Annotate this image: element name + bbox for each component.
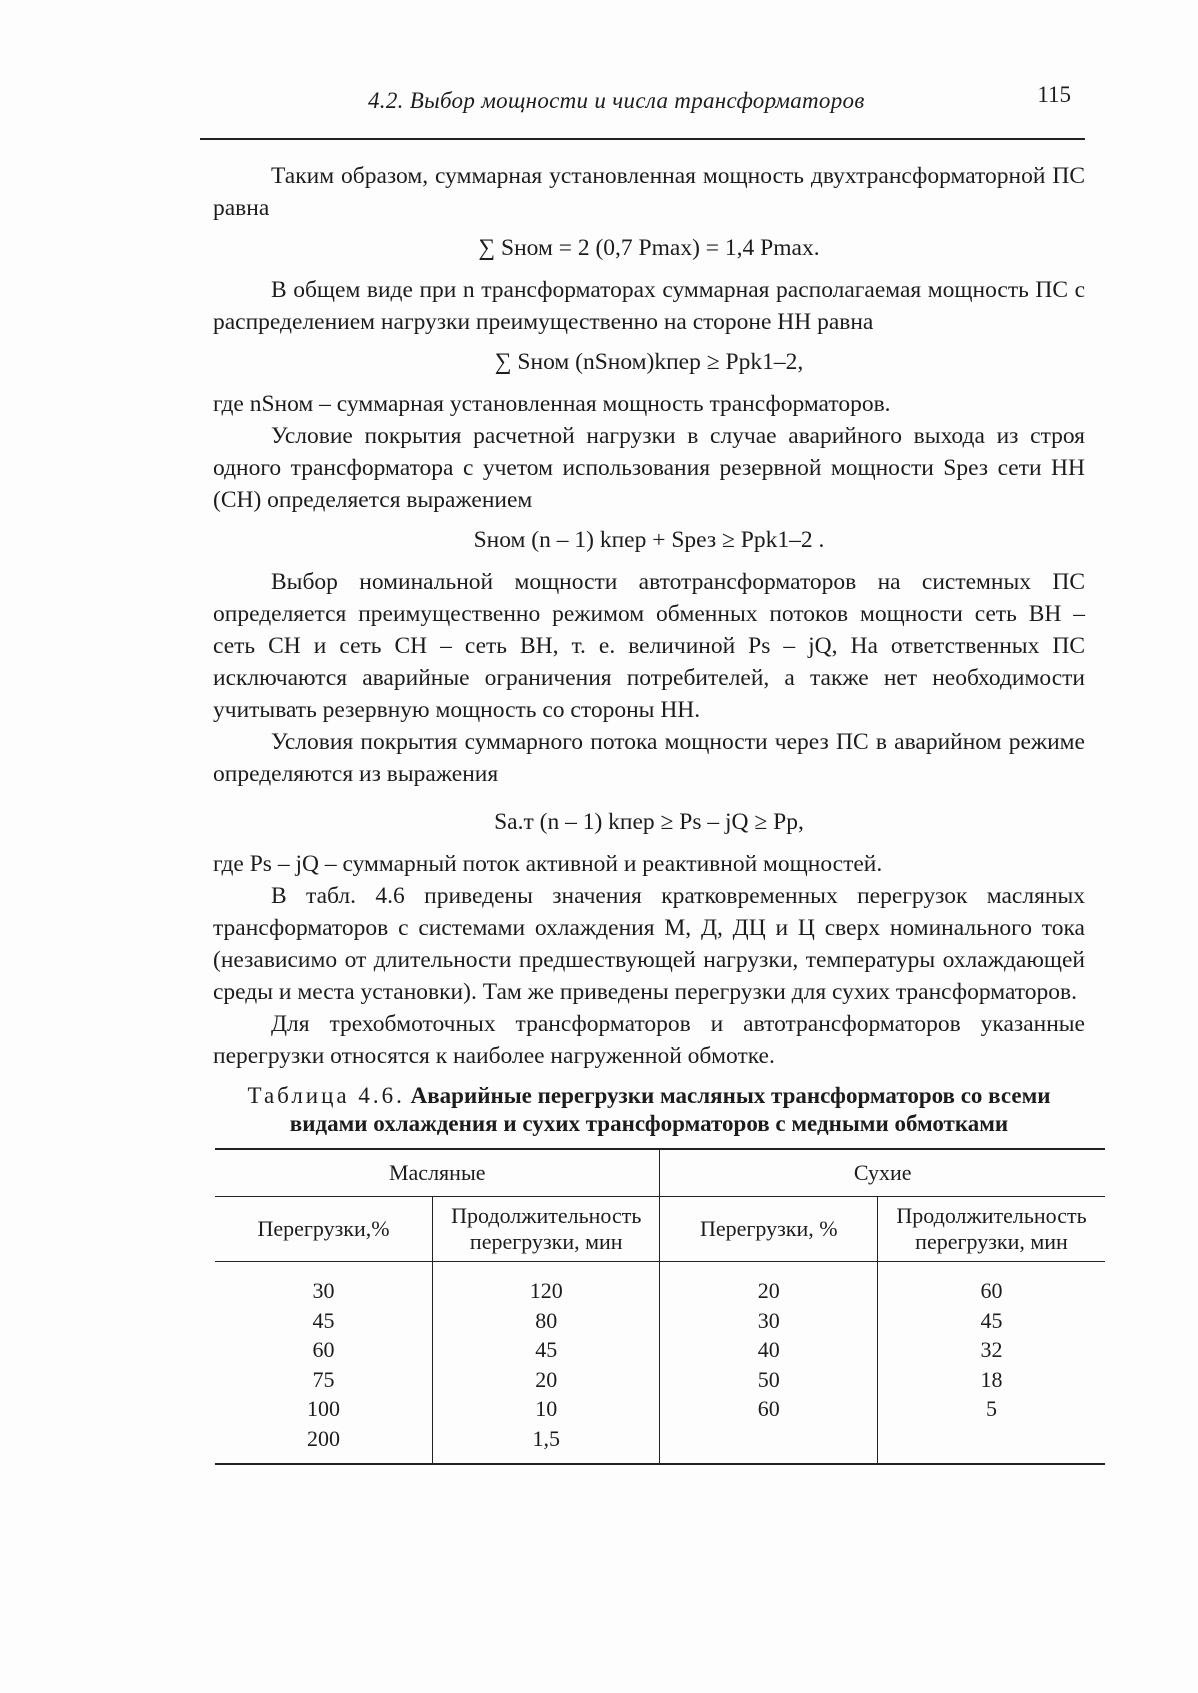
overload-table bbox=[215, 1148, 1105, 1465]
paragraph-8: В табл. 4.6 приведены значения кратковременных перегрузок масляных трансформаторов с системами охлаждения М, Д, ДЦ и Ц сверх номинального тока (независимо от длительности предшествующей нагрузки, температуры охлаждающей среды и места установки). Там же приведены перегрузки для сухих трансформаторов. bbox=[213, 883, 1085, 1005]
table-cell: 45 bbox=[312, 1307, 335, 1333]
table-cell: 5 bbox=[986, 1396, 998, 1421]
paragraph-7: где Ps – jQ – суммарный поток активной и реактивной мощностей. bbox=[213, 851, 883, 877]
table-cell: 20 bbox=[757, 1278, 780, 1303]
table-cell: 32 bbox=[980, 1337, 1003, 1362]
col-header-oil-duration: Продолжительность перегрузки, мин bbox=[433, 1197, 660, 1262]
running-title: 4.2. Выбор мощности и числа трансформаторов bbox=[368, 88, 865, 113]
col-header-oil-overload: Перегрузки,% bbox=[215, 1197, 433, 1262]
table-cell: 40 bbox=[757, 1337, 780, 1362]
table-cell: 30 bbox=[312, 1278, 335, 1303]
formula-4: Sа.т (n – 1) kпер ≥ Ps – jQ ≥ Pр, bbox=[494, 809, 804, 835]
col-oil-overload-values bbox=[215, 1262, 433, 1465]
table-cell: 45 bbox=[980, 1307, 1003, 1333]
table-cell: 50 bbox=[757, 1366, 780, 1392]
running-header bbox=[200, 82, 1085, 140]
table-cell: 30 bbox=[757, 1307, 780, 1333]
table-cell: 45 bbox=[535, 1337, 558, 1362]
table-cell: 60 bbox=[980, 1278, 1003, 1303]
col-dry-overload-values bbox=[660, 1262, 878, 1465]
paragraph-3: где nSном – суммарная установленная мощность трансформаторов. bbox=[213, 391, 891, 417]
table-cell: 10 bbox=[535, 1396, 558, 1421]
table-cell: 80 bbox=[535, 1307, 558, 1333]
table-caption bbox=[213, 1082, 1085, 1138]
group-header-dry: Сухие bbox=[660, 1149, 1105, 1197]
table-caption-label: Таблица 4.6. bbox=[247, 1083, 405, 1108]
paragraph-2: В общем виде при n трансформаторах суммарная располагаемая мощность ПС с распределением нагрузки преимущественно на стороне НН равна bbox=[213, 277, 1085, 335]
table-cell: 100 bbox=[307, 1396, 341, 1421]
formula-3: Sном (n – 1) kпер + Sрез ≥ Pрk1–2 . bbox=[473, 527, 825, 553]
paragraph-5: Выбор номинальной мощности автотрансформаторов на системных ПС определяется преимущественно режимом обменных потоков мощности сеть ВН – сеть СН и сеть СН – сеть ВН, т. е. величиной Ps – jQ, На ответственных ПС исключаются аварийные ограничения потребителей, а также нет необходимости учитывать резервную мощность со стороны НН. bbox=[213, 569, 1085, 723]
table-cell: 1,5 bbox=[532, 1425, 561, 1451]
paragraph-1: Таким образом, суммарная установленная мощность двухтрансформаторной ПС равна bbox=[213, 163, 1085, 221]
paragraph-4: Условие покрытия расчетной нагрузки в случае аварийного выхода из строя одного трансформатора с учетом использования резервной мощности Sрез сети НН (СН) определяется выражением bbox=[213, 423, 1085, 513]
paragraph-9: Для трехобмоточных трансформаторов и автотрансформаторов указанные перегрузки относятся к наиболее нагруженной обмотке. bbox=[213, 1011, 1085, 1069]
page-number: 115 bbox=[1037, 82, 1071, 107]
table-cell: 60 bbox=[312, 1337, 335, 1362]
col-dry-duration-values bbox=[878, 1262, 1105, 1465]
paragraph-6: Условия покрытия суммарного потока мощности через ПС в аварийном режиме определяются из выражения bbox=[213, 729, 1085, 787]
formula-2: ∑ Sном (nSном)kпер ≥ Pрk1–2, bbox=[494, 349, 804, 375]
formula-1: ∑ Sном = 2 (0,7 Pmax) = 1,4 Pmax. bbox=[478, 235, 820, 261]
page-body bbox=[213, 160, 1085, 1465]
table-caption-title: Аварийные перегрузки масляных трансформаторов со всеми видами охлаждения и сухих трансформаторов с медными обмотками bbox=[289, 1083, 1051, 1136]
group-header-oil: Масляные bbox=[215, 1149, 660, 1197]
table-cell: 18 bbox=[980, 1366, 1003, 1392]
table-cell: 200 bbox=[307, 1425, 341, 1451]
table-cell: 75 bbox=[312, 1366, 335, 1392]
table-cell: 120 bbox=[529, 1278, 563, 1303]
table-cell: 60 bbox=[757, 1396, 780, 1421]
col-header-dry-overload: Перегрузки, % bbox=[660, 1197, 878, 1262]
col-header-dry-duration: Продолжительность перегрузки, мин bbox=[878, 1197, 1105, 1262]
col-oil-duration-values bbox=[433, 1262, 660, 1465]
table-cell: 20 bbox=[535, 1366, 558, 1392]
